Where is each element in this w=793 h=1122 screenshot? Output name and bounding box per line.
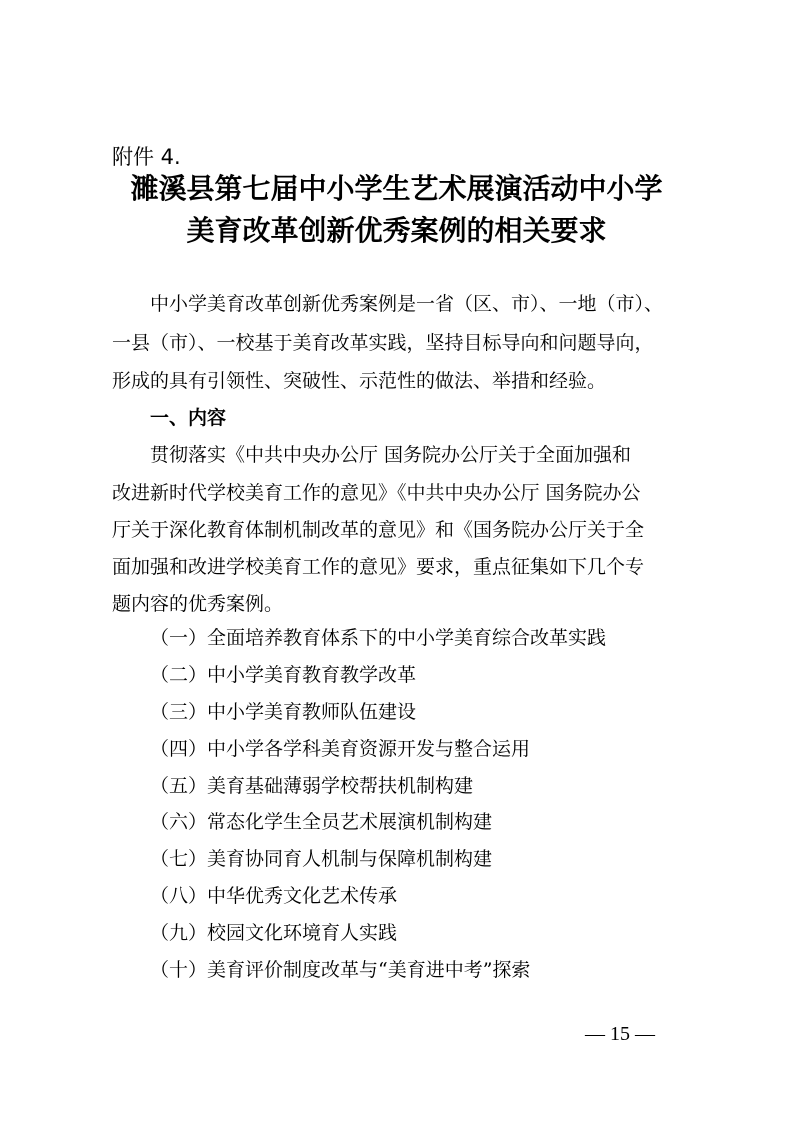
- content-line-5: 题内容的优秀案例。: [112, 593, 284, 615]
- attachment-label: 附件 4.: [112, 145, 181, 169]
- content-line-1: 贯彻落实《中共中央办公厅 国务院办公厅关于全面加强和: [150, 444, 632, 466]
- topic-item-5: （五）美育基础薄弱学校帮扶机制构建: [150, 775, 474, 797]
- content-line-3: 厅关于深化教育体制机制改革的意见》和《国务院办公厅关于全: [112, 519, 645, 541]
- content-line-2: 改进新时代学校美育工作的意见》《中共中央办公厅 国务院办公: [112, 482, 641, 504]
- topic-item-2: （二）中小学美育教育教学改革: [150, 664, 417, 686]
- section-heading: 一、内容: [150, 407, 227, 429]
- page-number: — 15 —: [585, 1023, 655, 1045]
- topic-item-8: （八）中华优秀文化艺术传承: [150, 885, 398, 907]
- topic-item-4: （四）中小学各学科美育资源开发与整合运用: [150, 738, 531, 760]
- topic-item-6: （六）常态化学生全员艺术展演机制构建: [150, 811, 493, 833]
- topic-item-7: （七）美育协同育人机制与保障机制构建: [150, 848, 493, 870]
- intro-line-1: 中小学美育改革创新优秀案例是一省（区、市）、一地（市）、: [150, 293, 664, 315]
- topic-item-10: （十）美育评价制度改革与“美育进中考”探索: [150, 959, 531, 981]
- document-title-line-1: 濉溪县第七届中小学生艺术展演活动中小学: [130, 172, 663, 205]
- topic-item-1: （一）全面培养教育体系下的中小学美育综合改革实践: [150, 627, 607, 649]
- topic-item-3: （三）中小学美育教师队伍建设: [150, 701, 417, 723]
- intro-line-3: 形成的具有引领性、突破性、示范性的做法、举措和经验。: [112, 370, 607, 392]
- content-line-4: 面加强和改进学校美育工作的意见》要求，重点征集如下几个专: [112, 556, 645, 578]
- topic-item-9: （九）校园文化环境育人实践: [150, 922, 398, 944]
- document-title-line-2: 美育改革创新优秀案例的相关要求: [186, 214, 607, 247]
- intro-line-2: 一县（市）、一校基于美育改革实践，坚持目标导向和问题导向，: [112, 332, 654, 354]
